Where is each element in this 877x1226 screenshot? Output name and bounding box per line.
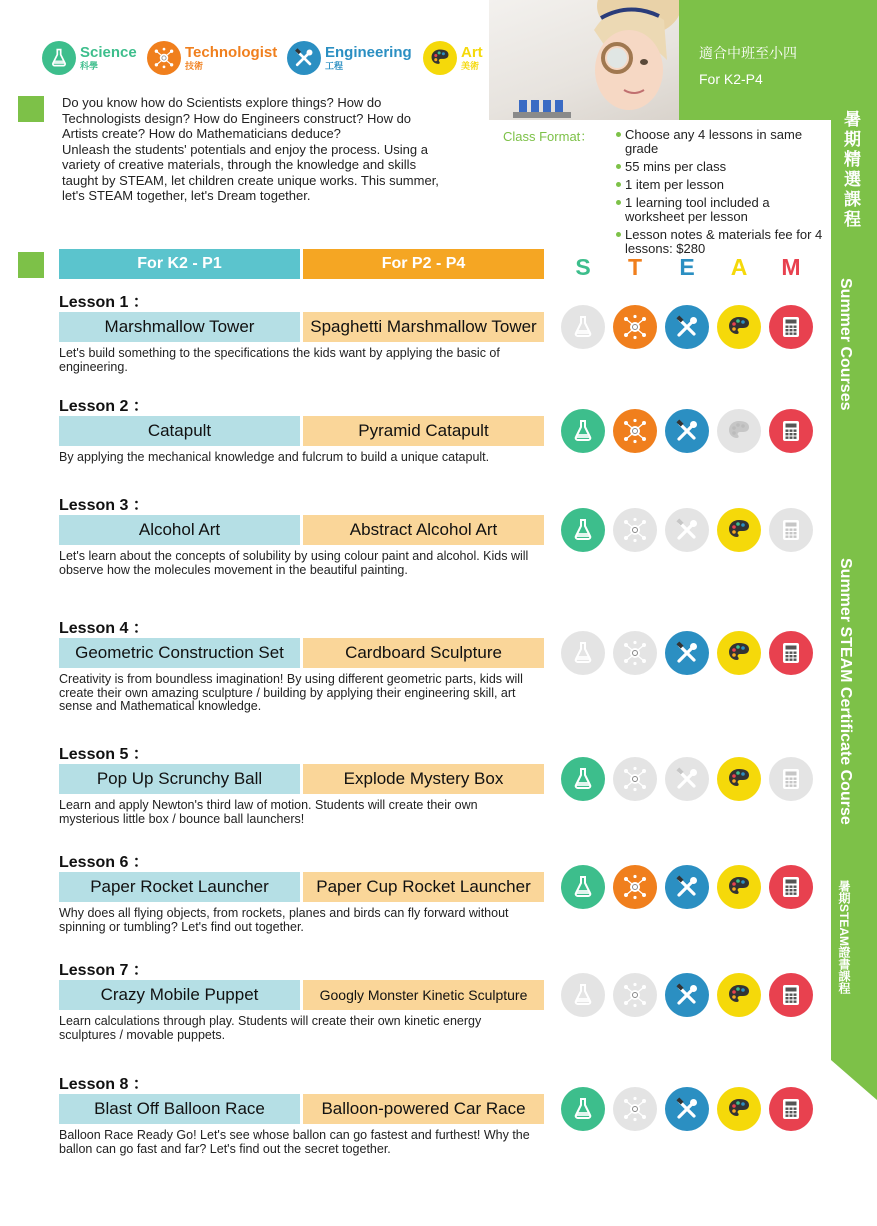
- calculator-icon: [769, 1087, 813, 1131]
- brand-text: [461, 45, 483, 71]
- calculator-icon: [769, 973, 813, 1017]
- brand-name-zh: 美術: [461, 61, 480, 71]
- palette-icon: [717, 508, 761, 552]
- lesson-p2-name: Googly Monster Kinetic Sculpture: [303, 980, 544, 1010]
- brand-name-en: Art: [461, 44, 483, 61]
- intro-paragraph-2: Unleash the students' potentials and enjoy the process. Using a variety of creative materials, through the knowledge and skills taught by STEAM, let children create unique works. This summer, let's STEAM together, let's Dream together.: [62, 141, 439, 203]
- calculator-icon: [769, 757, 813, 801]
- side-certificate-course: Summer STEAM Certificate Course: [837, 558, 854, 825]
- column-header-k2: For K2 - P1: [59, 249, 300, 279]
- column-header-p2: For P2 - P4: [303, 249, 544, 279]
- lesson-description: Creativity is from boundless imagination! By using different geometric parts, kids will create their own amazing sculpture / building by applying their engineering skill, art sense and Mathematical knowledge.: [59, 672, 523, 713]
- calculator-icon: [769, 409, 813, 453]
- flask-icon: [561, 409, 605, 453]
- palette-icon: [717, 973, 761, 1017]
- lesson-p2-name: Explode Mystery Box: [303, 764, 544, 794]
- tools-icon: [665, 409, 709, 453]
- lesson-title: Lesson 2 ：: [59, 398, 149, 415]
- tools-icon: [665, 1087, 709, 1131]
- child-with-magnifier-photo: [489, 0, 679, 120]
- steam-letter-t: T: [627, 254, 643, 280]
- lesson-k2-name: Marshmallow Tower: [59, 312, 300, 342]
- lesson-k2-name: Alcohol Art: [59, 515, 300, 545]
- table-marker: [18, 252, 44, 278]
- calculator-icon: [769, 508, 813, 552]
- steam-letter-s: S: [575, 254, 591, 280]
- calculator-icon: [769, 305, 813, 349]
- palette-icon: [423, 41, 457, 75]
- lesson-p2-name: Pyramid Catapult: [303, 416, 544, 446]
- network-icon: [613, 508, 657, 552]
- lesson-title: Lesson 6 ：: [59, 854, 149, 871]
- intro-text: [62, 95, 442, 204]
- lesson-k2-name: Crazy Mobile Puppet: [59, 980, 300, 1010]
- brand-art: [423, 40, 483, 76]
- lesson-p2-name: Spaghetti Marshmallow Tower: [303, 312, 544, 342]
- brand-science: [42, 40, 137, 76]
- brand-name-zh: 科學: [80, 61, 99, 71]
- network-icon: [613, 1087, 657, 1131]
- palette-icon: [717, 757, 761, 801]
- class-format-item: 1 item per lesson: [614, 178, 824, 192]
- lesson-p2-name: Abstract Alcohol Art: [303, 515, 544, 545]
- intro-paragraph-1: Do you know how do Scientists explore things? How do Technologists design? How do Engineers construct? How do Artists create? How do Mathematicians deduce?: [62, 95, 412, 141]
- lesson-k2-name: Catapult: [59, 416, 300, 446]
- flask-icon: [561, 757, 605, 801]
- grade-zh: 適合中班至小四: [699, 45, 797, 61]
- class-format-item: 55 mins per class: [614, 160, 824, 174]
- tools-icon: [665, 865, 709, 909]
- steam-letter-a: A: [730, 254, 748, 280]
- palette-icon: [717, 631, 761, 675]
- lesson-p2-name: Balloon-powered Car Race: [303, 1094, 544, 1124]
- tools-icon: [665, 631, 709, 675]
- tools-icon: [287, 41, 321, 75]
- calculator-icon: [769, 631, 813, 675]
- lesson-p2-name: Paper Cup Rocket Launcher: [303, 872, 544, 902]
- flask-icon: [561, 865, 605, 909]
- lesson-k2-name: Pop Up Scrunchy Ball: [59, 764, 300, 794]
- network-icon: [613, 631, 657, 675]
- lesson-k2-name: Geometric Construction Set: [59, 638, 300, 668]
- lesson-description: By applying the mechanical knowledge and fulcrum to build a unique catapult.: [59, 450, 490, 464]
- lesson-title: Lesson 3 ：: [59, 497, 149, 514]
- tools-icon: [665, 508, 709, 552]
- class-format-item: 1 learning tool included a worksheet per lesson: [614, 196, 824, 224]
- network-icon: [613, 757, 657, 801]
- side-certificate-zh: 暑期STEAM證書課程: [837, 880, 851, 994]
- lesson-description: Why does all flying objects, from rockets, planes and birds can fly forward without spinning or tumbling? Let's find out together.: [59, 906, 509, 934]
- tools-icon: [665, 305, 709, 349]
- network-icon: [613, 409, 657, 453]
- lesson-title: Lesson 7 ：: [59, 962, 149, 979]
- steam-letter-m: M: [781, 254, 801, 280]
- lesson-p2-name: Cardboard Sculpture: [303, 638, 544, 668]
- tools-icon: [665, 757, 709, 801]
- calculator-icon: [769, 865, 813, 909]
- brand-name-zh: 工程: [325, 61, 344, 71]
- flask-icon: [561, 305, 605, 349]
- brand-technologist: [147, 40, 277, 76]
- lesson-title: Lesson 8 ：: [59, 1076, 149, 1093]
- network-icon: [613, 865, 657, 909]
- flask-icon: [561, 973, 605, 1017]
- flask-icon: [561, 508, 605, 552]
- network-icon: [613, 305, 657, 349]
- class-format-list: [614, 128, 824, 260]
- flask-icon: [42, 41, 76, 75]
- lesson-description: Let's learn about the concepts of solubility by using colour paint and alcohol. Kids will observe how the molecules movement in the beautiful painting.: [59, 549, 529, 577]
- lesson-title: Lesson 1 ：: [59, 294, 149, 311]
- lesson-description: Balloon Race Ready Go! Let's see whose ballon can go fastest and furthest! Why the ballon can go fast and far? Let's find out the secret together.: [59, 1128, 530, 1156]
- palette-icon: [717, 1087, 761, 1131]
- tools-icon: [665, 973, 709, 1017]
- brand-engineering: [287, 40, 412, 76]
- lesson-title: Lesson 5 ：: [59, 746, 149, 763]
- class-format-item: Lesson notes & materials fee for 4 lessons: $280: [614, 228, 824, 256]
- lesson-description: Learn and apply Newton's third law of motion. Students will create their own mysterious little box / bounce ball launchers!: [59, 798, 478, 826]
- lesson-k2-name: Paper Rocket Launcher: [59, 872, 300, 902]
- lesson-description: Let's build something to the specifications the kids want by applying the basic of engineering.: [59, 346, 500, 374]
- brand-name-en: Science: [80, 44, 137, 61]
- flask-icon: [561, 1087, 605, 1131]
- network-icon: [147, 41, 181, 75]
- palette-icon: [717, 865, 761, 909]
- class-format-item: Choose any 4 lessons in same grade: [614, 128, 824, 156]
- lesson-title: Lesson 4 ：: [59, 620, 149, 637]
- intro-marker: [18, 96, 44, 122]
- class-format-label: Class Format：: [503, 129, 594, 144]
- side-title-zh: 暑期精選課程: [841, 110, 860, 230]
- brand-name-zh: 技術: [185, 61, 204, 71]
- side-summer-courses: Summer Courses: [837, 278, 854, 411]
- network-icon: [613, 973, 657, 1017]
- brand-text: [325, 45, 412, 71]
- flask-icon: [561, 631, 605, 675]
- brand-text: [80, 45, 137, 71]
- brand-name-en: Technologist: [185, 44, 278, 61]
- grade-en: For K2-P4: [699, 71, 763, 87]
- brand-text: [185, 45, 277, 71]
- brand-name-en: Engineering: [325, 44, 412, 61]
- lesson-k2-name: Blast Off Balloon Race: [59, 1094, 300, 1124]
- lesson-description: Learn calculations through play. Students will create their own kinetic energy sculptures / movable puppets.: [59, 1014, 482, 1042]
- steam-letter-e: E: [679, 254, 695, 280]
- palette-icon: [717, 305, 761, 349]
- palette-icon: [717, 409, 761, 453]
